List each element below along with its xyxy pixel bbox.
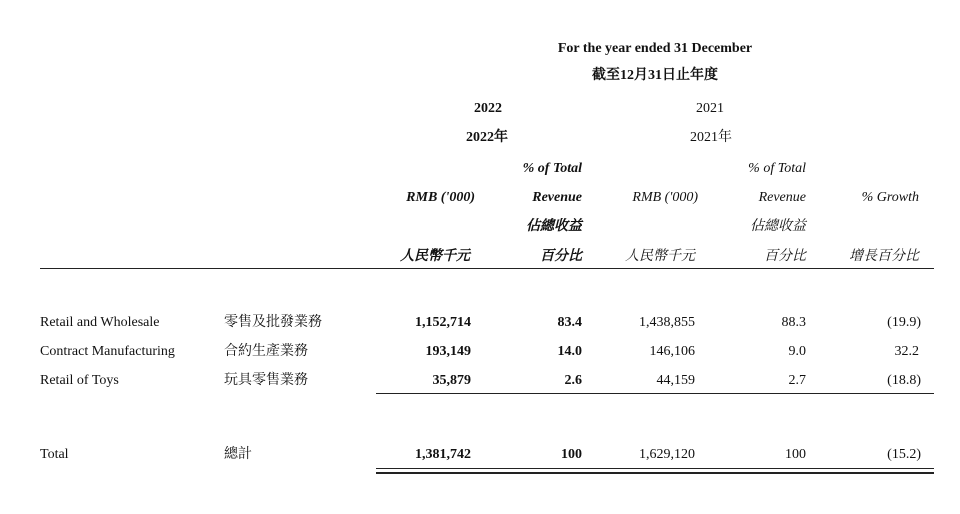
cell-pct-2021: 9.0 — [788, 344, 806, 359]
total-label-en: Total — [40, 447, 69, 462]
col-pct-2022-line1: % of Total — [522, 161, 582, 176]
cell-pct-2022: 83.4 — [557, 315, 582, 330]
row-label-en: Retail and Wholesale — [40, 315, 160, 330]
total-rmb-2022: 1,381,742 — [415, 447, 471, 462]
cell-rmb-2022: 35,879 — [432, 373, 471, 388]
cell-pct-2022: 14.0 — [557, 344, 582, 359]
cell-rmb-2021: 1,438,855 — [639, 315, 695, 330]
col-pct-2021-line1: % of Total — [748, 161, 806, 176]
col-pct-2022-zh2: 百分比 — [540, 249, 582, 264]
total-rmb-2021: 1,629,120 — [639, 447, 695, 462]
cell-growth: (18.8) — [887, 373, 921, 388]
year-2022-label: 2022 — [474, 101, 502, 116]
total-pct-2021: 100 — [785, 447, 806, 462]
col-rmb-2022-zh: 人民幣千元 — [400, 249, 470, 264]
cell-pct-2022: 2.6 — [564, 373, 582, 388]
row-label-zh: 玩具零售業務 — [224, 373, 308, 388]
cell-rmb-2021: 146,106 — [649, 344, 695, 359]
row-label-zh: 合約生產業務 — [224, 344, 308, 359]
total-growth: (15.2) — [887, 447, 921, 462]
cell-pct-2021: 2.7 — [788, 373, 806, 388]
year-2022-zh-label: 2022年 — [466, 130, 508, 145]
col-growth-zh: 增長百分比 — [849, 249, 919, 264]
year-2021-zh-label: 2021年 — [690, 130, 732, 145]
col-rmb-2021: RMB ('000) — [632, 190, 698, 205]
cell-rmb-2022: 193,149 — [425, 344, 471, 359]
total-rule-top — [376, 468, 934, 469]
cell-rmb-2022: 1,152,714 — [415, 315, 471, 330]
total-label-zh: 總計 — [224, 447, 252, 462]
col-pct-2021-line2: Revenue — [758, 190, 806, 205]
col-pct-2022-zh1: 佔總收益 — [526, 219, 582, 234]
cell-growth: 32.2 — [894, 344, 919, 359]
total-rule-bottom — [376, 472, 934, 474]
cell-rmb-2021: 44,159 — [656, 373, 695, 388]
year-2021-label: 2021 — [696, 101, 724, 116]
header-rule — [40, 268, 934, 269]
col-pct-2022-line2: Revenue — [532, 190, 582, 205]
col-rmb-2022: RMB ('000) — [406, 190, 475, 205]
col-growth: % Growth — [861, 190, 919, 205]
period-title-zh: 截至12月31日止年度 — [592, 68, 718, 83]
cell-pct-2021: 88.3 — [781, 315, 806, 330]
subtotal-rule — [376, 393, 934, 394]
col-pct-2021-zh2: 百分比 — [764, 249, 806, 264]
col-pct-2021-zh1: 佔總收益 — [750, 219, 806, 234]
row-label-en: Retail of Toys — [40, 373, 119, 388]
cell-growth: (19.9) — [887, 315, 921, 330]
period-title-en: For the year ended 31 December — [557, 41, 753, 56]
col-rmb-2021-zh: 人民幣千元 — [625, 249, 695, 264]
total-pct-2022: 100 — [561, 447, 582, 462]
row-label-en: Contract Manufacturing — [40, 344, 175, 359]
row-label-zh: 零售及批發業務 — [224, 315, 322, 330]
